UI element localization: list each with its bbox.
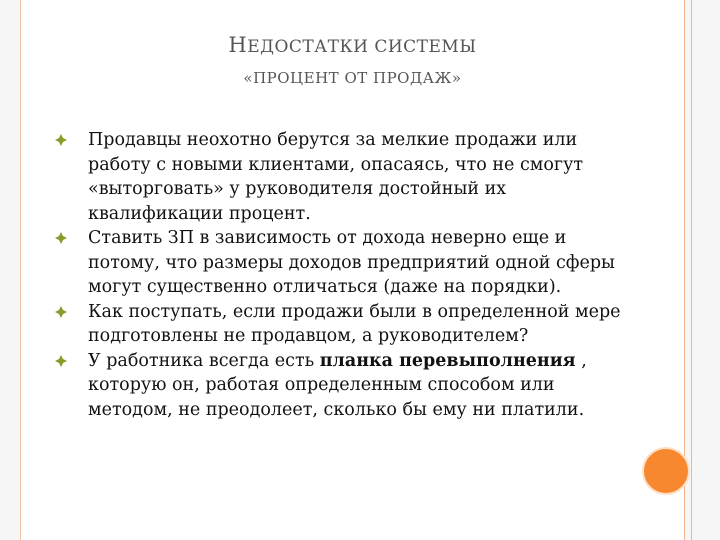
list-item: У работника всегда есть планка перевыполнения , которую он, работая определенным способом или методом, не преодолеет, сколько бы ему ни платили. bbox=[55, 349, 635, 423]
list-item: Продавцы неохотно берутся за мелкие продажи или работу с новыми клиентами, опасаясь, что не смогут «выторговать» у руководителя достойный их квалификации процент. bbox=[55, 128, 635, 226]
slide-title bbox=[20, 32, 685, 96]
title-line-1: НЕДОСТАТКИ СИСТЕМЫ bbox=[228, 33, 477, 57]
title-line-2: «ПРОЦЕНТ ОТ ПРОДАЖ» bbox=[243, 69, 462, 87]
list-item: Как поступать, если продажи были в определенной мере подготовлены не продавцом, а руководителем? bbox=[55, 300, 635, 349]
diamond-bullet-icon bbox=[55, 355, 67, 367]
bullet-list bbox=[55, 128, 635, 422]
bold-phrase: планка перевыполнения bbox=[319, 350, 576, 371]
diamond-bullet-icon bbox=[55, 306, 67, 318]
diamond-bullet-icon bbox=[55, 232, 67, 244]
list-item: Ставить ЗП в зависимость от дохода неверно еще и потому, что размеры доходов предприятий одной сферы могут существенно отличаться (даже на порядки). bbox=[55, 226, 635, 300]
decorative-orange-circle bbox=[642, 447, 690, 495]
diamond-bullet-icon bbox=[55, 134, 67, 146]
